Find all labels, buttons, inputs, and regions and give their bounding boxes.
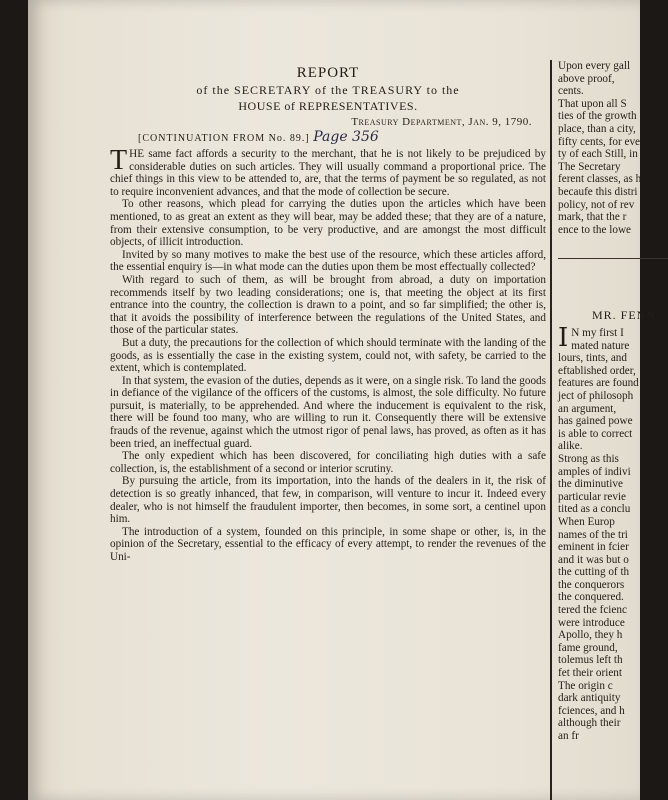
adjacent-column-line: mated nature: [571, 339, 630, 352]
paragraph-2: To other reasons, which plead for carrying the duties upon the articles which have been mentioned, to as great an extent as they will bear, may be added these; that they are of a nature, from their extensive consumption, to be very productive, and are amongst the most difficult objects, of illicit introduction.: [110, 198, 546, 249]
adjacent-column-line: eftablished order,: [558, 364, 636, 377]
adjacent-column-line: Upon every gall: [558, 60, 631, 72]
paragraph-3: Invited by so many motives to make the best use of the resource, which these articles afford, the essential enquiry is—in what mode can the duties upon them be most effectually collected?: [110, 248, 546, 274]
adjacent-column-line: is able to correct: [558, 427, 633, 440]
adjacent-column-line: policy, not of rev: [558, 198, 635, 211]
adjacent-column-line: Apollo, they h: [558, 629, 623, 642]
adjacent-column-line: ence to the lowe: [558, 223, 631, 236]
adjacent-column-line: the diminutive: [558, 478, 623, 491]
adjacent-column-line: an argument,: [558, 402, 617, 415]
adjacent-column-line: the conquerors: [558, 578, 625, 591]
adjacent-column-line: eminent in fcier: [558, 541, 629, 554]
adjacent-column-line: the conquered.: [558, 591, 624, 604]
adjacent-column-line: That upon all S: [558, 97, 627, 110]
report-body: [110, 145, 546, 564]
adjacent-column-line: an fr: [558, 730, 579, 742]
dateline: Treasury Department, Jan. 9, 1790.: [351, 116, 532, 128]
adjacent-column-line: dark antiquity: [558, 692, 621, 705]
adjacent-column-separator: [558, 258, 668, 259]
article-text: [558, 340, 656, 743]
drop-cap: T: [110, 145, 128, 176]
adjacent-column-line: The Secretary: [558, 160, 621, 173]
adjacent-column-line: fifty cents, for eve: [558, 135, 641, 148]
paragraph-8: By pursuing the article, from its importation, into the hands of the dealers in it, the risk of detection is so greatly inhanced, that few, in comparison, will venture to incur it. Indeed every dealer, who is not himself the fraudulent importer, then becomes, in some sort, a centinel upon him.: [110, 475, 546, 526]
adjacent-column-line: fame ground,: [558, 641, 618, 654]
adjacent-column-line: lours, tints, and: [558, 352, 627, 365]
adjacent-column-line: has gained powe: [558, 415, 633, 428]
report-subtitle-house: HOUSE of REPRESENTATIVES.: [238, 99, 418, 113]
adjacent-column-line: fet their orient: [558, 667, 622, 680]
handwritten-page-note: Page 356: [313, 129, 379, 145]
adjacent-column-line: tolemus left th: [558, 654, 623, 667]
adjacent-column-line: Strong as this: [558, 452, 619, 465]
paragraph-6: In that system, the evasion of the duties, depends as it were, on a single risk. To land the goods in defiance of the vigilance of the officers of the customs, is almost, the sole difficulty. No future pursuit, is materially, to be apprehended. And where the inducement is equivalent to the risk, there will be found too many, who are willing to run it. Consequently there will be extensive frauds of the revenue, against which the utmost rigor of penal laws, has proved, as often as it has been tried, an ineffectual guard.: [110, 374, 546, 450]
adjacent-column-top-text: [558, 60, 641, 236]
adjacent-column-line: The origin c: [558, 679, 613, 692]
adjacent-column: [558, 60, 668, 800]
column-rule: [550, 60, 552, 800]
adjacent-column-line: alike.: [558, 440, 583, 453]
newspaper-page: [28, 0, 657, 800]
paragraph-5: But a duty, the precautions for the collection of which should terminate with the landing of the goods, as is essentially the case in the existing system, could not, with safety, be carried to the extent, which is contemplated.: [110, 336, 546, 375]
adjacent-column-line: mark, that the r: [558, 211, 627, 224]
adjacent-column-line: although their: [558, 717, 621, 730]
paragraph-4: With regard to such of them, as will be brought from abroad, a duty on importation recommends itself by two leading considerations; one is, that meeting the object at its first entrance into the country, the collection is drawn to a point, and so far simplified; the other is, that it avoids the possibility of interference between the regulations of the United States, and those of the particular states.: [110, 273, 546, 337]
adjacent-column-line: tered the fcienc: [558, 604, 627, 617]
adjacent-column-line: ties of the growth: [558, 110, 637, 123]
adjacent-column-line: amples of indivi: [558, 465, 631, 478]
adjacent-column-line: fciences, and h: [558, 704, 625, 717]
adjacent-column-line: and it was but o: [558, 553, 629, 566]
report-subtitle-secretary: of the SECRETARY of the TREASURY to the: [196, 83, 460, 97]
adjacent-column-line: particular revie: [558, 490, 627, 503]
adjacent-column-line: ferent classes, as h: [558, 173, 642, 186]
article-heading-mr-fenn: MR. FENN: [592, 308, 657, 322]
adjacent-column-article: [558, 292, 656, 743]
adjacent-column-line: were introduce: [558, 616, 625, 629]
article-drop-cap: I: [558, 323, 569, 353]
paragraph-1-text: HE same fact affords a security to the merchant, that he is not likely to be prejudiced by considerable duties on such articles. They will usually command a proportional price. The chief things in this view to be attended to, are, that the terms of payment be so regulated, as not to require inconvenient advances, and that the mode of collection be secure.: [110, 148, 546, 198]
paragraph-9: The introduction of a system, founded on this principle, in some shape or other, is, in the opinion of the Secretary, essential to the efficacy of every attempt, to render the revenues of the Uni-: [110, 525, 546, 563]
adjacent-column-line: names of the tri: [558, 528, 628, 541]
paragraph-7: The only expedient which has been discovered, for conciliating high duties with a safe collection, is, the establishment of a second or interior scrutiny.: [110, 450, 546, 475]
continuation-line: [110, 130, 546, 146]
adjacent-column-line: above proof,: [558, 72, 615, 85]
continuation-text: [CONTINUATION FROM No. 89.]: [138, 133, 310, 144]
adjacent-column-line: ject of philosoph: [558, 389, 634, 402]
adjacent-column-line: cents.: [558, 85, 584, 98]
adjacent-column-line: tited as a conclu: [558, 503, 631, 516]
paragraph-1: [110, 145, 546, 198]
adjacent-column-line: When Europ: [558, 515, 615, 528]
adjacent-column-line: ty of each Still, in: [558, 148, 638, 161]
adjacent-column-line: place, than a city,: [558, 122, 636, 135]
report-title: REPORT: [296, 65, 360, 81]
adjacent-column-line: features are found: [558, 377, 639, 390]
adjacent-column-line: the cutting of th: [558, 566, 630, 579]
article-line: N my first I: [571, 327, 624, 339]
adjacent-column-line: becaufe this distri: [558, 185, 638, 198]
report-column: [110, 60, 546, 564]
